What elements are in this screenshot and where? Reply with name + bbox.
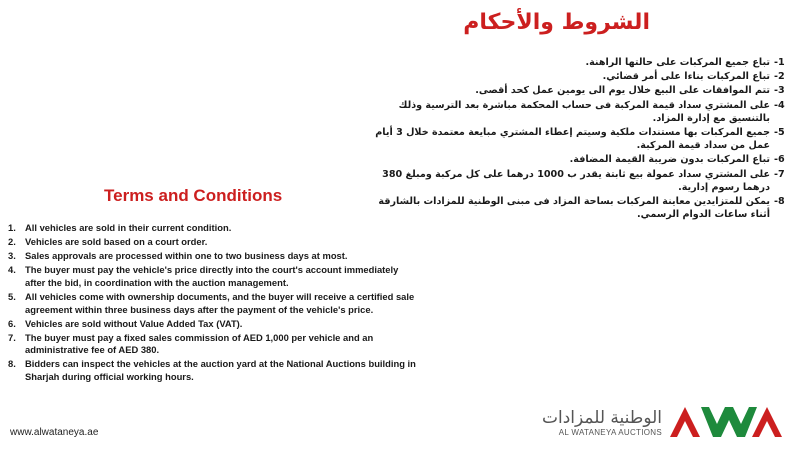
item-text: The buyer must pay a fixed sales commission of AED 1,000 per vehicle and an administrative fee of AED 380. xyxy=(25,331,374,356)
company-logo xyxy=(542,404,786,438)
item-text: All vehicles come with ownership documents, and the buyer will receive a certified sale agreement within three business days after the payment of the vehicle's price. xyxy=(25,290,415,315)
logo-arabic-text: الوطنية للمزادات xyxy=(541,408,662,428)
item-number: 3. xyxy=(8,249,16,261)
item-text: All vehicles are sold in their current condition. xyxy=(25,222,232,233)
item-text: Bidders can inspect the vehicles at the auction yard at the National Auctions building in Sharjah during official working hours. xyxy=(25,358,416,383)
arabic-term-item xyxy=(360,126,792,152)
english-terms-list xyxy=(8,222,418,385)
arabic-term-item xyxy=(360,56,792,69)
item-number: -1 xyxy=(774,57,785,68)
arabic-term-item xyxy=(360,168,792,194)
english-term-item xyxy=(8,291,418,317)
item-number: 1. xyxy=(8,222,16,233)
item-number: 4. xyxy=(8,263,16,275)
awa-logo-mark-icon xyxy=(668,404,786,438)
arabic-term-item xyxy=(360,99,792,125)
item-number: 5. xyxy=(8,290,16,302)
item-text: تباع جميع المركبات على حالتها الراهنة. xyxy=(585,57,770,68)
item-number: 6. xyxy=(8,317,16,329)
item-text: تتم الموافقات على البيع خلال يوم الى يومين عمل كحد أقصى. xyxy=(475,85,770,97)
english-term-item xyxy=(8,332,418,358)
item-number: -8 xyxy=(774,196,785,208)
website-link[interactable]: www.alwataneya.ae xyxy=(10,427,99,438)
item-text: يمكن للمتزايدين معاينة المركبات بساحة المزاد فى مبنى الوطنية للمزادات بالشارقة أثناء ساعات الدوام الرسمي. xyxy=(378,196,770,221)
english-term-item xyxy=(8,264,418,290)
english-title: Terms and Conditions xyxy=(104,186,283,205)
english-term-item xyxy=(8,358,418,384)
item-number: -5 xyxy=(774,127,785,139)
item-number: 7. xyxy=(8,331,16,343)
item-number: -7 xyxy=(774,168,785,180)
english-term-item xyxy=(8,318,418,331)
arabic-term-item xyxy=(360,84,792,97)
item-text: Vehicles are sold without Value Added Tax (VAT). xyxy=(25,317,243,329)
item-text: تباع المركبات بدون ضريبة القيمة المضافة. xyxy=(569,154,770,166)
item-number: 2. xyxy=(8,235,16,247)
item-number: -2 xyxy=(774,71,785,83)
item-text: Vehicles are sold based on a court order. xyxy=(25,235,208,247)
item-number: -3 xyxy=(774,85,785,97)
arabic-title: الشروط والأحكام xyxy=(463,10,650,35)
arabic-term-item xyxy=(360,195,792,221)
item-text: Sales approvals are processed within one to two business days at most. xyxy=(25,249,348,261)
item-text: The buyer must pay the vehicle's price directly into the court's account immediately after the bid, in coordination with the auction management. xyxy=(25,263,399,288)
item-text: على المشتري سداد عمولة بيع ثابتة يقدر ب 1000 درهما على كل مركبة ومبلغ 380 درهما رسوم إدارية. xyxy=(382,168,770,193)
english-term-item xyxy=(8,236,418,249)
item-number: -6 xyxy=(774,154,785,166)
item-text: تباع المركبات بناءا على أمر قضائي. xyxy=(602,71,770,83)
arabic-term-item xyxy=(360,153,792,166)
logo-wordmark xyxy=(542,408,662,438)
item-text: على المشتري سداد قيمة المركبة فى حساب المحكمة مباشرة بعد الترسية وذلك بالتنسيق مع إدارة المزاد. xyxy=(398,99,770,124)
arabic-terms-list xyxy=(360,56,792,222)
logo-english-text: AL WATANEYA AUCTIONS xyxy=(558,428,662,437)
arabic-term-item xyxy=(360,70,792,83)
item-number: -4 xyxy=(774,99,785,111)
item-number: 8. xyxy=(8,358,16,370)
english-term-item xyxy=(8,222,418,235)
english-term-item xyxy=(8,250,418,263)
item-text: جميع المركبات بها مستندات ملكية وسيتم إعطاء المشتري مبايعة معتمدة خلال 3 أيام عمل من سداد قيمة المركبة. xyxy=(375,127,770,152)
